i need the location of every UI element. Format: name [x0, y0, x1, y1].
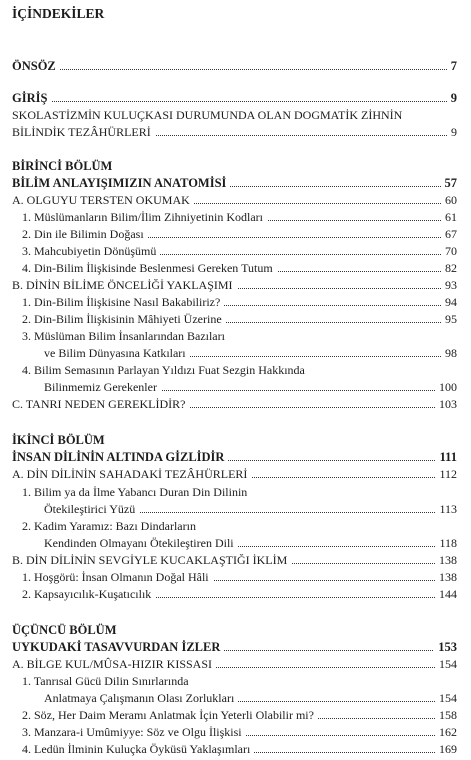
- toc-page-number: 57: [441, 175, 458, 191]
- toc-page-number: 103: [435, 396, 457, 412]
- toc-entry[interactable]: [12, 639, 457, 655]
- toc-entry[interactable]: [22, 294, 457, 310]
- toc-entry[interactable]: [12, 192, 457, 208]
- dot-leader: [12, 69, 457, 70]
- toc-entry-label: 1. Hoşgörü: İnsan Olmanın Doğal Hâli: [22, 569, 213, 585]
- toc-page-number: 118: [435, 535, 457, 551]
- toc-entry[interactable]: [22, 569, 457, 585]
- toc-page-number: 60: [441, 192, 457, 208]
- toc-entry[interactable]: [44, 535, 457, 551]
- page-title: İÇİNDEKİLER: [12, 6, 105, 21]
- toc-page-number: 162: [435, 724, 457, 740]
- toc-entry-label: 3. Müslüman Bilim İnsanlarından Bazıları: [22, 329, 225, 343]
- toc-page-number: 138: [435, 552, 457, 568]
- toc-entry-label: 1. Müslümanların Bilim/İlim Zihniyetinin Kodları: [22, 209, 267, 225]
- toc-entry-label: ÖNSÖZ: [12, 58, 60, 74]
- toc-entry-label: Bilinmemiz Gerekenler: [44, 379, 161, 395]
- toc-page-number: 9: [447, 90, 457, 106]
- toc-entry[interactable]: [44, 345, 457, 361]
- toc-entry-label: B. DİN DİLİNİN SEVGİYLE KUCAKLAŞTIĞI İKLİM: [12, 552, 291, 568]
- toc-entry[interactable]: [12, 90, 457, 106]
- toc-page-number: 113: [435, 501, 457, 517]
- toc-entry-label: BİLİM ANLAYIŞIMIZIN ANATOMİSİ: [12, 175, 230, 191]
- toc-entry-label: C. TANRI NEDEN GEREKLİDİR?: [12, 396, 189, 412]
- toc-page-number: 169: [435, 741, 457, 757]
- toc-entry-label: 3. Manzara-i Umûmiyye: Söz ve Olgu İlişkisi: [22, 724, 246, 740]
- toc-entry[interactable]: [22, 243, 457, 259]
- toc-entry-label: 3. Mahcubiyetin Dönüşümü: [22, 243, 160, 259]
- toc-entry[interactable]: [12, 277, 457, 293]
- toc-page-number: 158: [435, 707, 457, 723]
- toc-page-number: 154: [435, 656, 457, 672]
- toc-entry-label: ve Bilim Dünyasına Katkıları: [44, 345, 190, 361]
- toc-page-number: 94: [441, 294, 457, 310]
- toc-page-number: 67: [441, 226, 457, 242]
- toc-entry-label: ÜÇÜNCÜ BÖLÜM: [12, 623, 117, 637]
- toc-page-number: 82: [441, 260, 457, 276]
- toc-entry-label: A. BİLGE KUL/MÛSA-HIZIR KISSASI: [12, 656, 216, 672]
- toc-page-number: 112: [435, 466, 457, 482]
- toc-entry[interactable]: [22, 260, 457, 276]
- toc-entry-label: 4. Din-Bilim İlişkisinde Beslenmesi Gereken Tutum: [22, 260, 277, 276]
- toc-page-number: 100: [435, 379, 457, 395]
- toc-page-number: 7: [447, 58, 457, 74]
- toc-page-number: 70: [441, 243, 457, 259]
- dot-leader: [12, 101, 457, 102]
- toc-entry-label: 4. Ledün İlminin Kuluçka Öyküsü Yaklaşımları: [22, 741, 254, 757]
- toc-page-number: 154: [435, 690, 457, 706]
- toc-entry-label: İNSAN DİLİNİN ALTINDA GİZLİDİR: [12, 449, 228, 465]
- toc-entry-label: B. DİNİN BİLİME ÖNCELİĞİ YAKLAŞIMI: [12, 277, 237, 293]
- toc-entry-label: UYKUDAKİ TASAVVURDAN İZLER: [12, 639, 224, 655]
- toc-entry-label: A. DİN DİLİNİN SAHADAKİ TEZÂHÜRLERİ: [12, 466, 251, 482]
- toc-entry[interactable]: [12, 124, 457, 140]
- toc-entry[interactable]: [44, 690, 457, 706]
- toc-page-number: 153: [434, 639, 457, 655]
- toc-page-number: 98: [441, 345, 457, 361]
- toc-entry-label: Ötekileştirici Yüzü: [44, 501, 139, 517]
- toc-entry[interactable]: [22, 707, 457, 723]
- toc-entry[interactable]: [12, 552, 457, 568]
- toc-page-number: 95: [441, 311, 457, 327]
- toc-entry-label: Kendinden Olmayanı Ötekileştiren Dili: [44, 535, 238, 551]
- toc-entry[interactable]: [12, 449, 457, 465]
- toc-entry[interactable]: [22, 226, 457, 242]
- toc-entry[interactable]: [22, 209, 457, 225]
- toc-entry-label: 2. Din-Bilim İlişkisinin Mâhiyeti Üzerine: [22, 311, 226, 327]
- toc-entry[interactable]: [44, 379, 457, 395]
- toc-page-number: 93: [441, 277, 457, 293]
- toc-entry[interactable]: [12, 656, 457, 672]
- toc-entry-label: 1. Din-Bilim İlişkisine Nasıl Bakabiliriz?: [22, 294, 224, 310]
- toc-entry-label: A. OLGUYU TERSTEN OKUMAK: [12, 192, 194, 208]
- toc-entry-label: Anlatmaya Çalışmanın Olası Zorlukları: [44, 690, 238, 706]
- toc-entry[interactable]: [22, 586, 457, 602]
- toc-entry[interactable]: [12, 175, 457, 191]
- toc-entry-label: BİRİNCİ BÖLÜM: [12, 159, 113, 173]
- toc-entry[interactable]: [22, 724, 457, 740]
- toc-entry[interactable]: [12, 58, 457, 74]
- toc-page-number: 144: [435, 586, 457, 602]
- toc-entry-label: 2. Din ile Bilimin Doğası: [22, 226, 148, 242]
- toc-entry-label: 2. Söz, Her Daim Meramı Anlatmak İçin Yeterli Olabilir mi?: [22, 707, 318, 723]
- toc-entry-label: 2. Kadim Yaramız: Bazı Dindarların: [22, 519, 196, 533]
- toc-entry-label: 4. Bilim Semasının Parlayan Yıldızı Fuat Sezgin Hakkında: [22, 363, 305, 377]
- toc-entry-label: GİRİŞ: [12, 90, 51, 106]
- toc-page-number: 61: [441, 209, 457, 225]
- toc-entry-label: İKİNCİ BÖLÜM: [12, 433, 105, 447]
- toc-entry-label: 2. Kapsayıcılık-Kuşatıcılık: [22, 586, 155, 602]
- toc-entry[interactable]: [44, 501, 457, 517]
- toc-entry[interactable]: [12, 466, 457, 482]
- toc-entry[interactable]: [22, 741, 457, 757]
- toc-entry-label: 1. Bilim ya da İlme Yabancı Duran Din Dilinin: [22, 485, 248, 499]
- toc-entry-label: SKOLASTİZMİN KULUÇKASI DURUMUNDA OLAN DOGMATİK ZİHNİN: [12, 108, 403, 122]
- toc-entry-label: 1. Tanrısal Gücü Dilin Sınırlarında: [22, 674, 189, 688]
- toc-entry-label: BİLİNDİK TEZÂHÜRLERİ: [12, 124, 155, 140]
- toc-entry[interactable]: [12, 396, 457, 412]
- toc-page-number: 138: [435, 569, 457, 585]
- toc-entry[interactable]: [22, 311, 457, 327]
- toc-page-number: 9: [447, 124, 457, 140]
- toc-page-number: 111: [436, 449, 457, 465]
